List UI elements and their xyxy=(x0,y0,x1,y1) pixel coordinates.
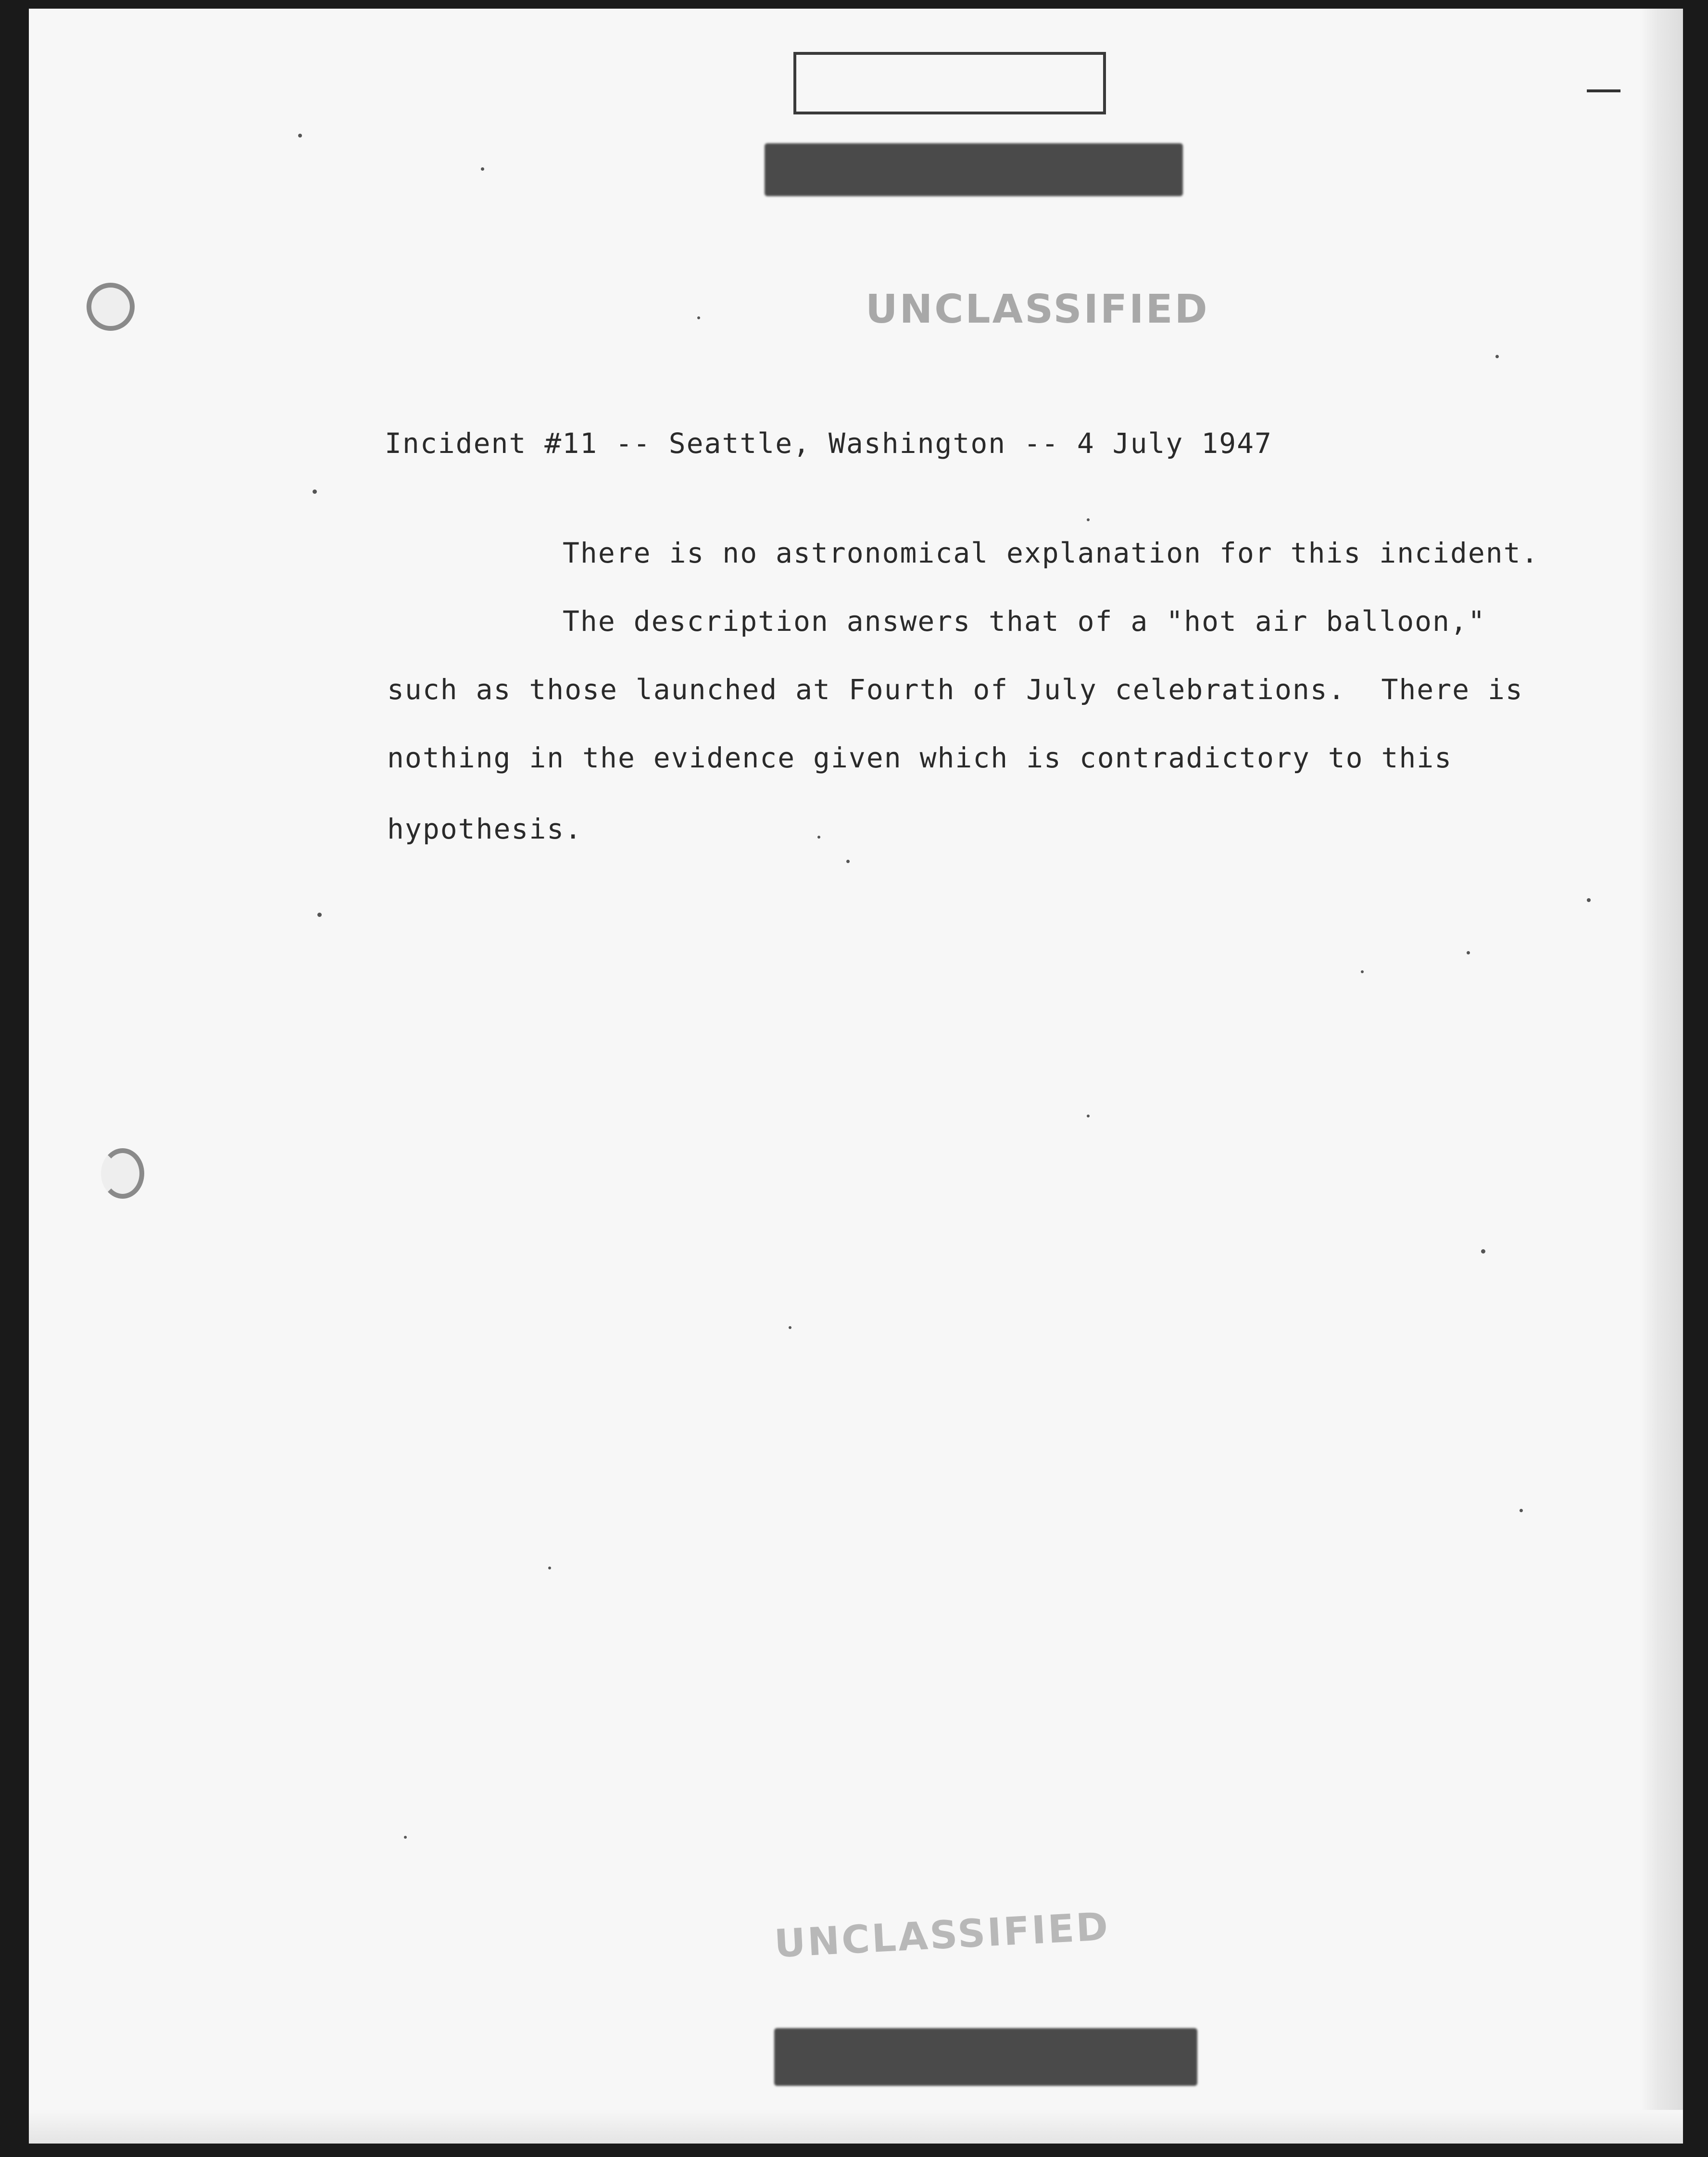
top-redaction-bar xyxy=(765,143,1183,196)
speck xyxy=(404,1836,407,1839)
paragraph-line-5: hypothesis. xyxy=(387,813,583,845)
unclassified-stamp-bottom: UNCLASSIFIED xyxy=(773,1904,1111,1967)
bottom-redaction-bar xyxy=(774,2028,1197,2086)
page-bottom-shadow xyxy=(29,2110,1683,2144)
speck xyxy=(313,489,317,494)
speck xyxy=(1520,1509,1523,1512)
punch-hole-middle xyxy=(101,1148,144,1199)
speck xyxy=(481,167,484,171)
paragraph-line-3: such as those launched at Fourth of July celebrations. There is xyxy=(387,673,1523,706)
paragraph-line-4: nothing in the evidence given which is contradictory to this xyxy=(387,741,1453,774)
speck xyxy=(298,134,302,138)
paragraph-line-2: The description answers that of a "hot air balloon," xyxy=(563,605,1486,638)
page-edge-shadow xyxy=(1640,9,1683,2144)
speck xyxy=(1361,970,1364,973)
speck xyxy=(789,1326,791,1329)
speck xyxy=(817,836,820,839)
speck xyxy=(697,316,700,319)
speck xyxy=(1087,518,1090,521)
punch-hole-top xyxy=(87,283,135,331)
speck xyxy=(1481,1249,1485,1254)
speck xyxy=(1587,898,1591,902)
margin-mark xyxy=(1587,89,1620,92)
speck xyxy=(1495,355,1499,358)
document-page xyxy=(29,9,1683,2144)
paragraph-line-1: There is no astronomical explanation for this incident. xyxy=(563,537,1539,569)
speck xyxy=(1087,1115,1090,1117)
empty-box-stamp xyxy=(793,52,1106,114)
speck xyxy=(317,913,322,917)
speck xyxy=(1467,951,1470,954)
incident-heading: Incident #11 -- Seattle, Washington -- 4 July 1947 xyxy=(385,427,1272,460)
unclassified-stamp-top: UNCLASSIFIED xyxy=(866,287,1209,332)
speck xyxy=(846,860,850,863)
speck xyxy=(548,1567,551,1569)
